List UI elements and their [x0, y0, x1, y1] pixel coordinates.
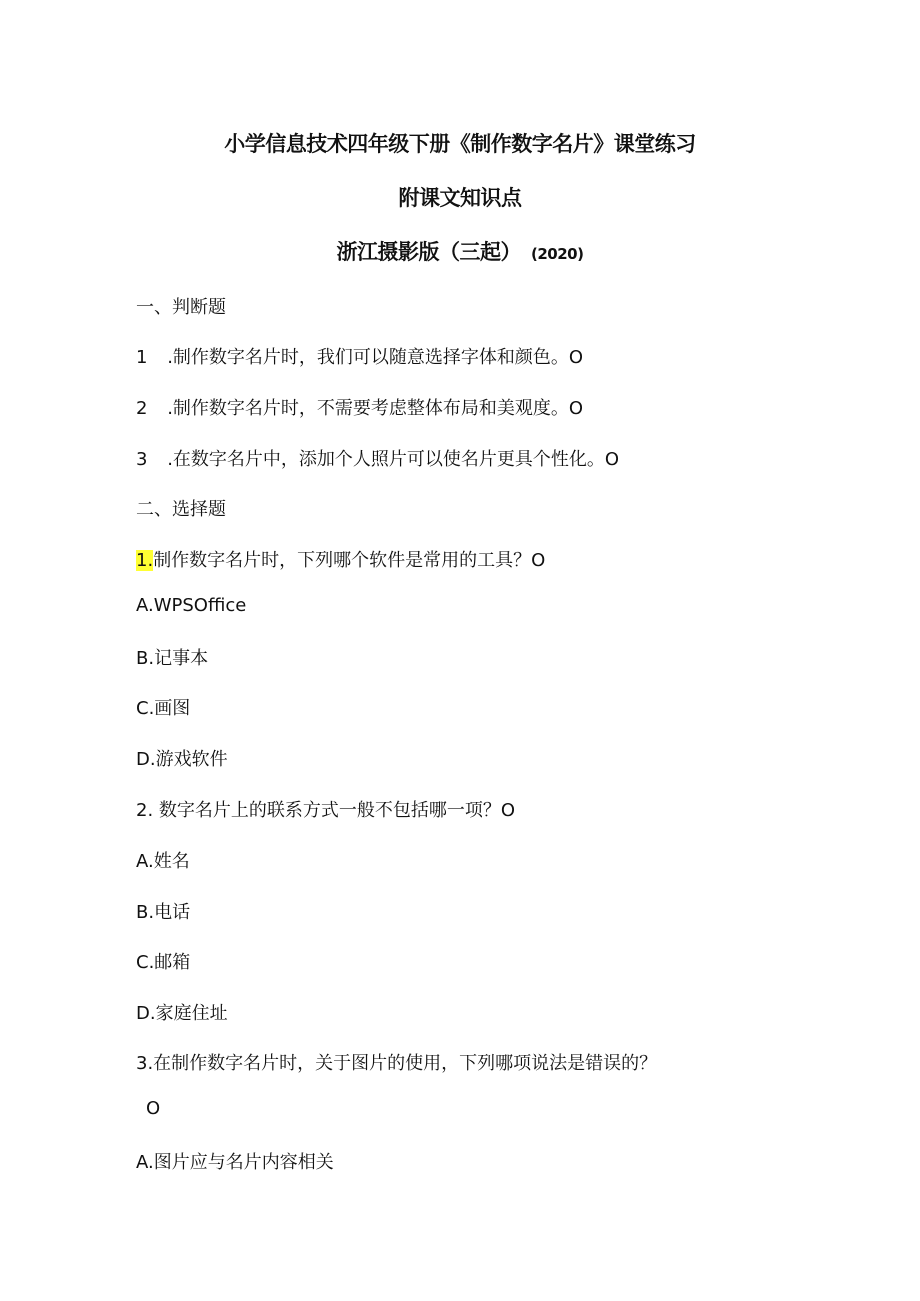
- question-1: [136, 546, 545, 572]
- option-c: C.画图: [136, 698, 191, 719]
- section-heading-true-false: 一、判断题: [136, 297, 226, 318]
- item-text: .制作数字名片时，我们可以随意选择字体和颜色。O: [167, 347, 584, 368]
- option-a: A.姓名: [136, 851, 190, 872]
- option-a: A.WPSOffice: [136, 595, 247, 616]
- item-number: 3: [136, 449, 148, 470]
- document-edition: [0, 236, 920, 266]
- option-b: B.记事本: [136, 648, 209, 669]
- item-text: .制作数字名片时，不需要考虑整体布局和美观度。O: [167, 398, 584, 419]
- section-heading-multiple-choice: 二、选择题: [136, 499, 226, 520]
- question-text: 制作数字名片时，下列哪个软件是常用的工具？O: [153, 550, 546, 571]
- edition-year: (2020): [531, 245, 584, 263]
- question-3: 3.在制作数字名片时，关于图片的使用，下列哪项说法是错误的？: [136, 1053, 658, 1074]
- option-a: A.图片应与名片内容相关: [136, 1152, 334, 1173]
- option-c: C.邮箱: [136, 952, 191, 973]
- question-number-highlighted: 1.: [136, 550, 154, 571]
- edition-name: 浙江摄影版（三起）: [336, 240, 522, 264]
- true-false-item: [136, 343, 583, 369]
- question-2: 2. 数字名片上的联系方式一般不包括哪一项？O: [136, 800, 516, 821]
- question-3-continuation: O: [146, 1098, 161, 1119]
- true-false-item: [136, 445, 619, 471]
- item-text: .在数字名片中，添加个人照片可以使名片更具个性化。O: [167, 449, 620, 470]
- true-false-item: [136, 394, 583, 420]
- option-d: D.游戏软件: [136, 749, 228, 770]
- option-b: B.电话: [136, 902, 191, 923]
- document-title: 小学信息技术四年级下册《制作数字名片》课堂练习: [224, 132, 696, 156]
- document-subtitle: 附课文知识点: [398, 186, 522, 210]
- option-d: D.家庭住址: [136, 1003, 228, 1024]
- item-number: 1: [136, 347, 148, 368]
- item-number: 2: [136, 398, 148, 419]
